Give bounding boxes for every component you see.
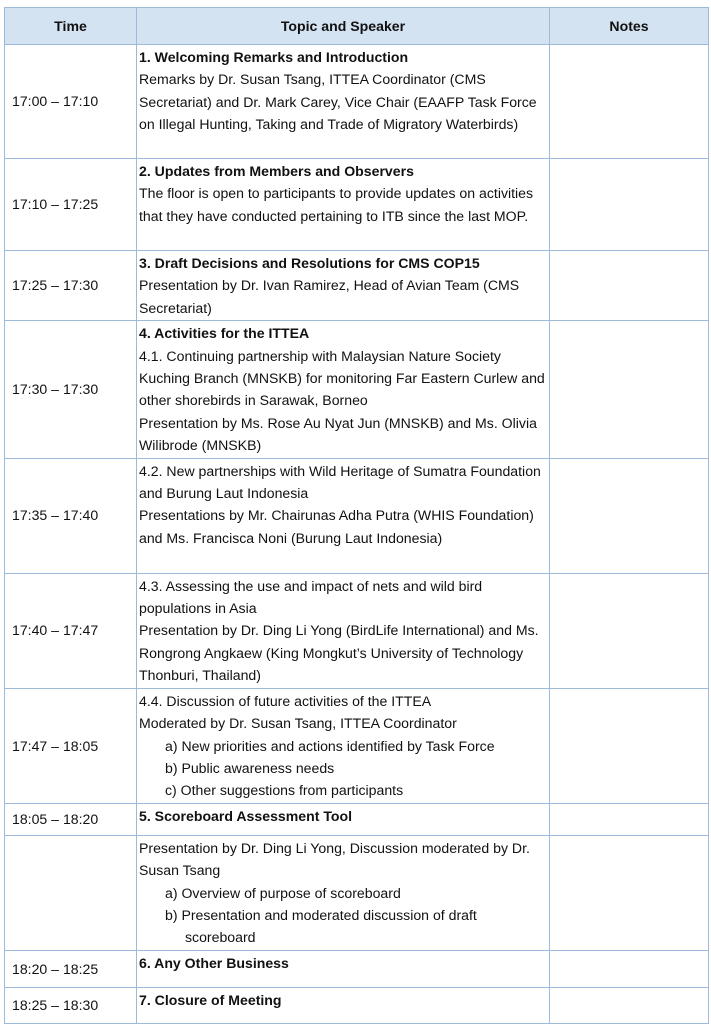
topic-cell bbox=[137, 321, 550, 458]
notes-cell bbox=[550, 803, 709, 835]
notes-cell bbox=[550, 950, 709, 987]
header-time: Time bbox=[5, 8, 137, 45]
topic-line: Presentation by Dr. Ding Li Yong (BirdLife International) and Ms. Rongrong Angkaew (King Mongkut’s University of Technology Thonburi, Thailand) bbox=[139, 622, 539, 684]
notes-cell bbox=[550, 321, 709, 458]
topic-line: Presentation by Dr. Ding Li Yong, Discussion moderated by Dr. Susan Tsang bbox=[139, 839, 530, 879]
table-row bbox=[5, 803, 709, 835]
table-row bbox=[5, 987, 709, 1023]
topic-line: Presentation by Ms. Rose Au Nyat Jun (MNSKB) and Ms. Olivia Wilibrode (MNSKB) bbox=[139, 414, 537, 454]
topic-title: 4. Activities for the ITTEA bbox=[139, 325, 310, 342]
topic-line: Presentations by Mr. Chairunas Adha Putra (WHIS Foundation) and Ms. Francisca Noni (Burung Laut Indonesia) bbox=[139, 507, 534, 546]
time-cell: 17:30 – 17:30 bbox=[5, 321, 137, 458]
topic-title: 3. Draft Decisions and Resolutions for CMS COP15 bbox=[139, 255, 480, 271]
time-cell: 18:20 – 18:25 bbox=[5, 950, 137, 987]
topic-subitem: c) Other suggestions from participants bbox=[165, 782, 404, 799]
topic-subitem: a) Overview of purpose of scoreboard bbox=[165, 884, 401, 901]
topic-title: 7. Closure of Meeting bbox=[139, 991, 282, 1008]
notes-cell bbox=[550, 835, 709, 950]
topic-cell bbox=[137, 458, 550, 573]
topic-cell bbox=[137, 45, 550, 159]
notes-cell bbox=[550, 573, 709, 688]
topic-subitem-continuation: scoreboard bbox=[185, 929, 256, 946]
table-row bbox=[5, 573, 709, 688]
topic-line: 4.3. Assessing the use and impact of nets and wild bird populations in Asia bbox=[139, 577, 483, 617]
time-cell: 17:00 – 17:10 bbox=[5, 45, 137, 159]
time-cell: 17:47 – 18:05 bbox=[5, 688, 137, 803]
topic-subitem: b) Presentation and moderated discussion of draft bbox=[165, 906, 477, 923]
table-row bbox=[5, 159, 709, 251]
topic-title: 5. Scoreboard Assessment Tool bbox=[139, 807, 353, 824]
topic-cell bbox=[137, 688, 550, 803]
topic-cell bbox=[137, 251, 550, 321]
topic-line: Presentation by Dr. Ivan Ramirez, Head of Avian Team (CMS Secretariat) bbox=[139, 277, 520, 316]
topic-cell bbox=[137, 573, 550, 688]
table-row bbox=[5, 321, 709, 458]
notes-cell bbox=[550, 45, 709, 159]
topic-title: 1. Welcoming Remarks and Introduction bbox=[139, 49, 409, 65]
time-cell: 18:05 – 18:20 bbox=[5, 803, 137, 835]
topic-subitem: b) Public awareness needs bbox=[165, 759, 335, 776]
time-cell bbox=[5, 835, 137, 950]
table-row bbox=[5, 45, 709, 159]
header-row bbox=[5, 8, 709, 45]
topic-line: Moderated by Dr. Susan Tsang, ITTEA Coordinator bbox=[139, 715, 457, 732]
notes-cell bbox=[550, 688, 709, 803]
topic-title: 2. Updates from Members and Observers bbox=[139, 163, 414, 179]
table-row bbox=[5, 458, 709, 573]
table-row bbox=[5, 950, 709, 987]
header-topic: Topic and Speaker bbox=[137, 8, 550, 45]
topic-cell bbox=[137, 987, 550, 1023]
agenda-table bbox=[4, 7, 709, 1024]
time-cell: 17:10 – 17:25 bbox=[5, 159, 137, 251]
topic-line: Remarks by Dr. Susan Tsang, ITTEA Coordinator (CMS Secretariat) and Dr. Mark Carey, Vice Chair (EAAFP Task Force on Illegal Hunting, Taking and Trade of Migratory Waterbirds) bbox=[139, 71, 537, 133]
topic-cell bbox=[137, 835, 550, 950]
topic-subitem: a) New priorities and actions identified by Task Force bbox=[165, 737, 495, 754]
topic-line: The floor is open to participants to provide updates on activities that they have conducted pertaining to ITB since the last MOP. bbox=[139, 185, 534, 224]
time-cell: 17:40 – 17:47 bbox=[5, 573, 137, 688]
table-row bbox=[5, 688, 709, 803]
topic-line: 4.2. New partnerships with Wild Heritage of Sumatra Foundation and Burung Laut Indonesia bbox=[139, 462, 541, 502]
time-cell: 17:25 – 17:30 bbox=[5, 251, 137, 321]
notes-cell bbox=[550, 458, 709, 573]
notes-cell bbox=[550, 987, 709, 1023]
topic-cell bbox=[137, 159, 550, 251]
notes-cell bbox=[550, 159, 709, 251]
notes-cell bbox=[550, 251, 709, 321]
time-cell: 17:35 – 17:40 bbox=[5, 458, 137, 573]
table-row bbox=[5, 835, 709, 950]
topic-line: 4.4. Discussion of future activities of the ITTEA bbox=[139, 692, 432, 709]
time-cell: 18:25 – 18:30 bbox=[5, 987, 137, 1023]
header-notes: Notes bbox=[550, 8, 709, 45]
topic-cell bbox=[137, 950, 550, 987]
topic-cell bbox=[137, 803, 550, 835]
topic-line: 4.1. Continuing partnership with Malaysian Nature Society Kuching Branch (MNSKB) for monitoring Far Eastern Curlew and other shorebirds in Sarawak, Borneo bbox=[139, 347, 545, 409]
topic-title: 6. Any Other Business bbox=[139, 954, 289, 971]
table-row bbox=[5, 251, 709, 321]
